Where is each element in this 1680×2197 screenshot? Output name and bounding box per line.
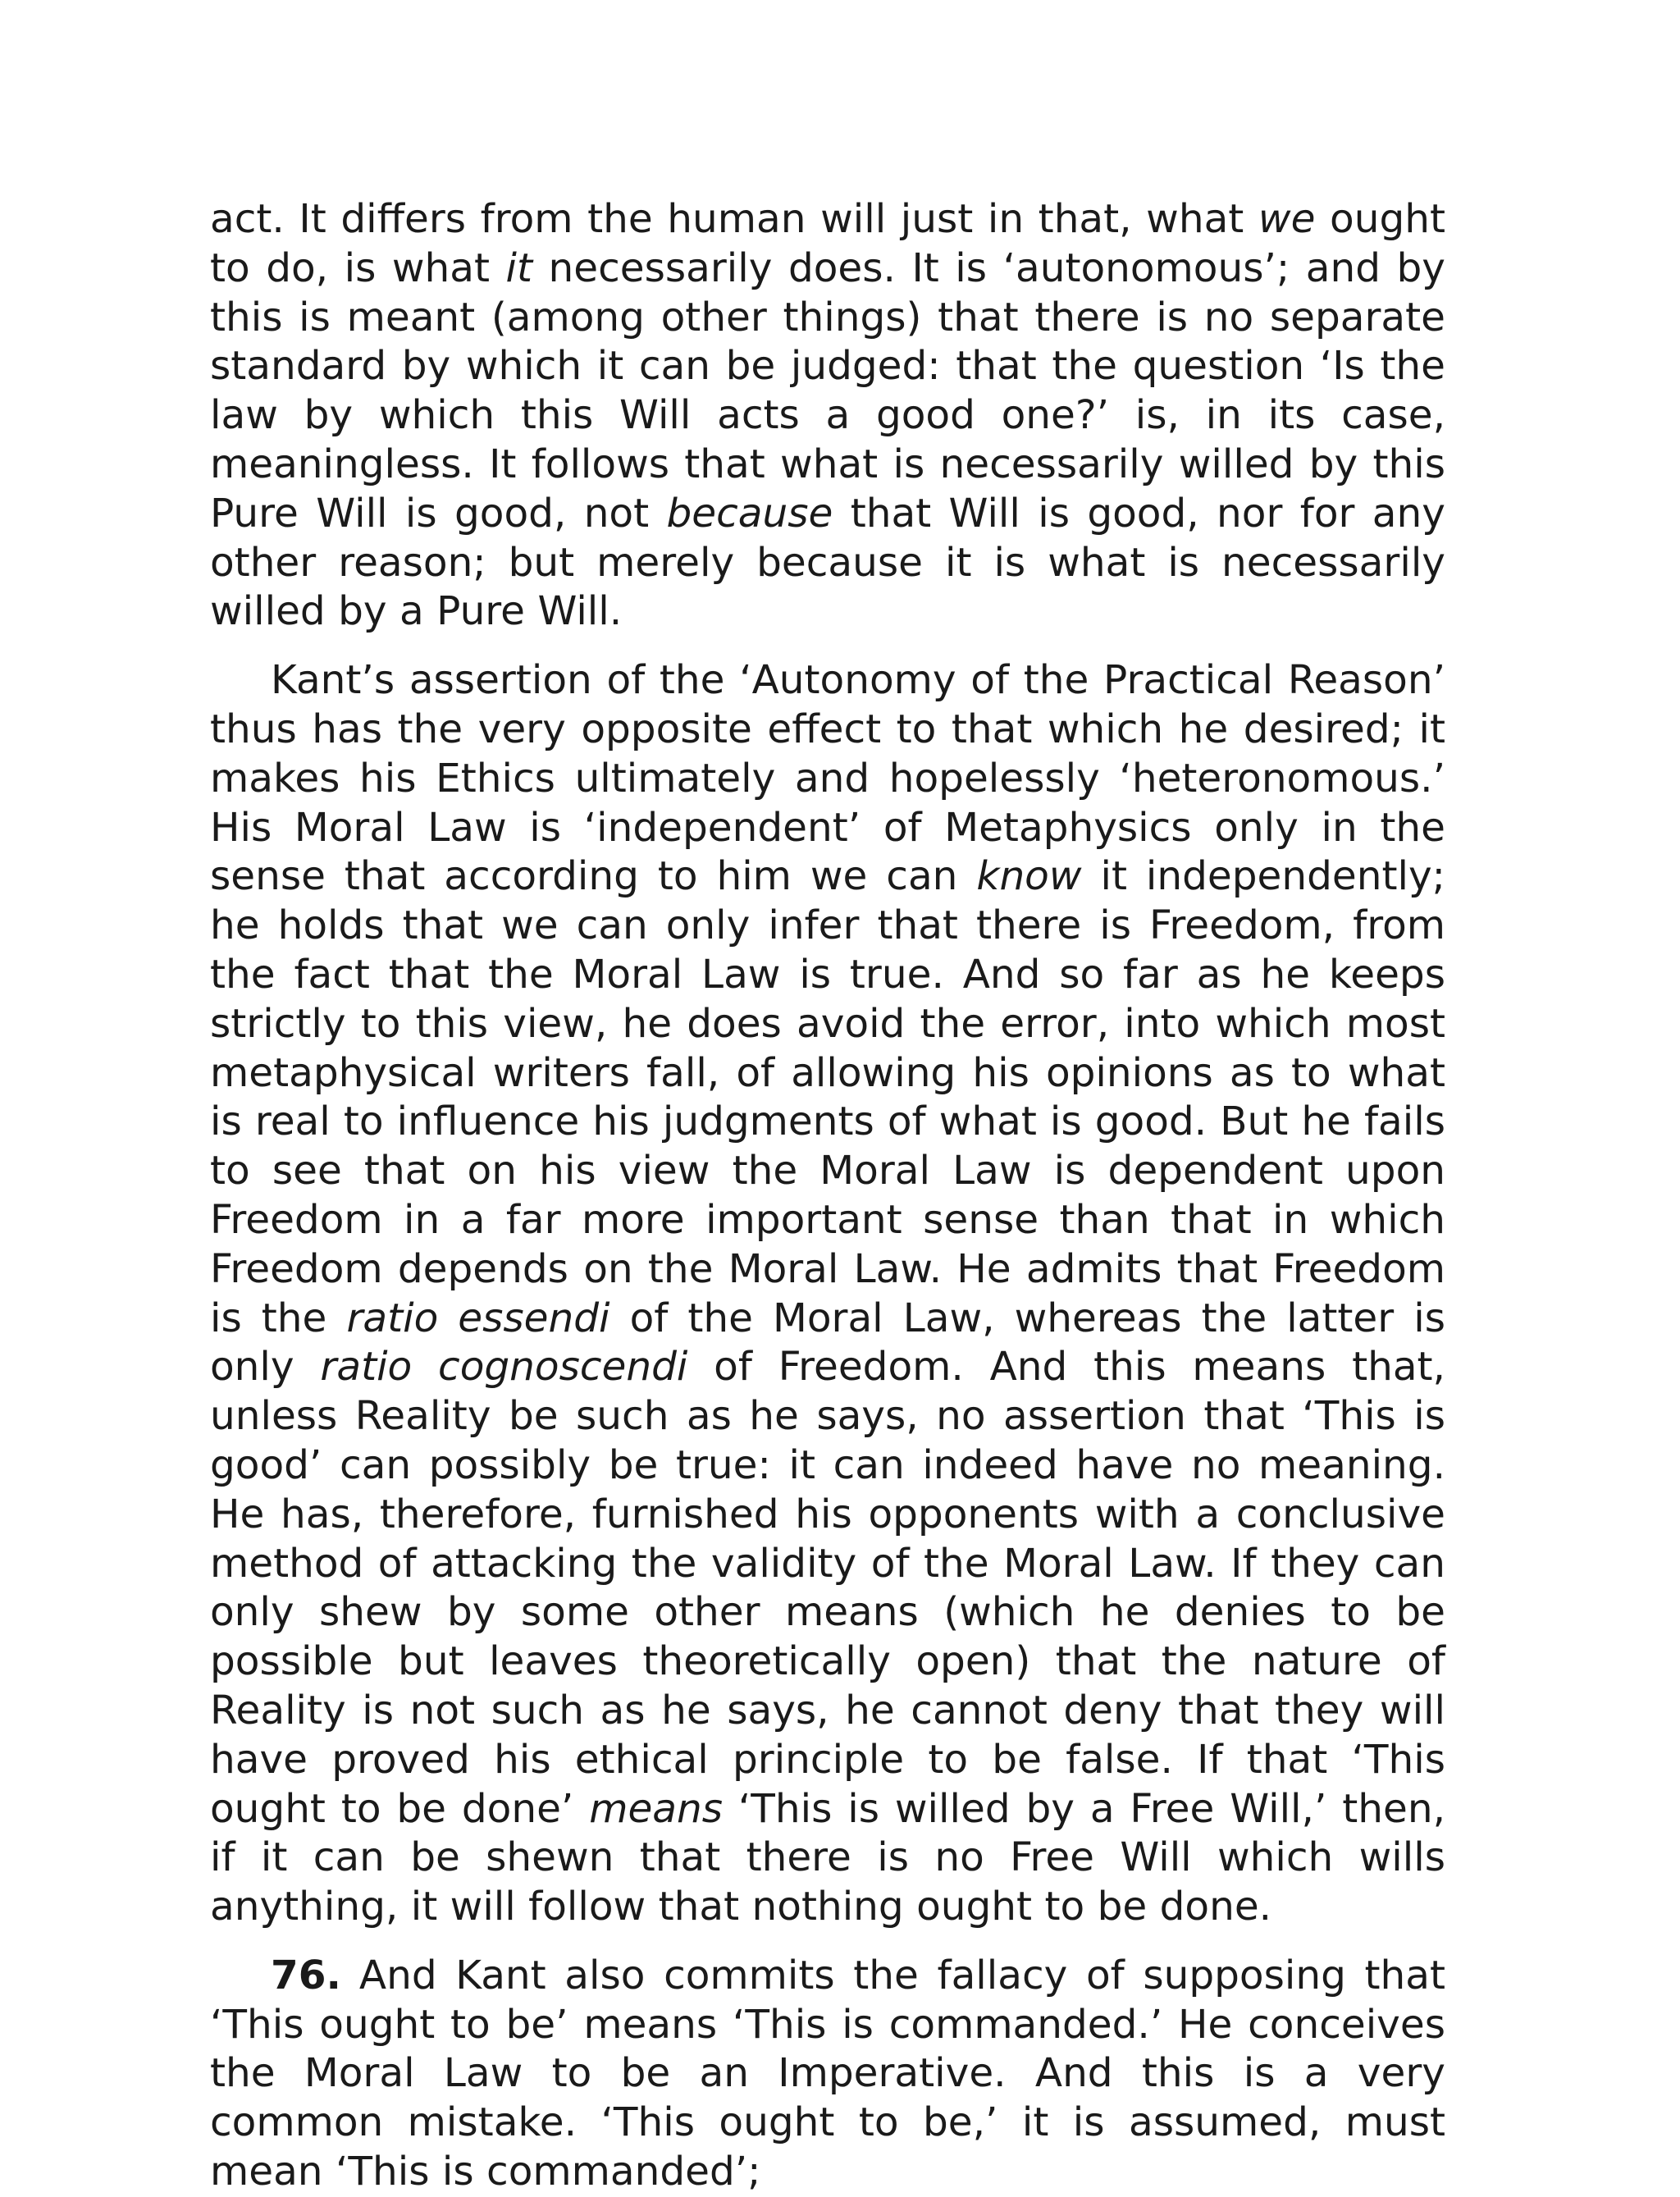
- text-segment: that Will is good, nor for any other reason; but merely because it is what is necessarily willed by a Pure Will.: [210, 490, 1445, 635]
- italic-segment: ratio cognoscendi: [320, 1344, 688, 1391]
- text-segment: And Kant also commits the fallacy of supposing that ‘This ought to be’ means ‘This is commanded.’ He conceives the Moral Law to be an Imperative. And this is a very common mistake. ‘This ought to be,’ it is assumed, must mean ‘This is commanded’;: [210, 1952, 1445, 2195]
- page-body: [210, 195, 1445, 2197]
- italic-segment: means: [589, 1785, 724, 1832]
- italic-segment: because: [666, 490, 833, 537]
- text-segment: of the Moral Law, whereas the latter is only: [210, 1295, 1445, 1391]
- paragraph-2: [210, 656, 1445, 1932]
- text-segment: Kant’s assertion of the ‘Autonomy of the Practical Reason’ thus has the very opposite effect to that which he desired; it makes his Ethics ultimately and hopelessly ‘heteronomous.’ His Moral Law is ‘independent’ of Metaphysics only in the sense that according to him we can: [210, 657, 1445, 900]
- text-segment: necessarily does. It is ‘autonomous’; and by this is meant (among other things) that there is no separate standard by which it can be judged: that the question ‘Is the law by which this Will acts a good one?’ is, in its case, meaningless. It follows that what is necessarily willed by this Pure Will is good, not: [210, 244, 1445, 537]
- text-segment: ‘This is willed by a Free Will,’ then, if it can be shewn that there is no Free Will which wills anything, it will follow that nothing ought to be done.: [210, 1785, 1445, 1930]
- text-segment: it independently; he holds that we can only infer that there is Freedom, from the fact that the Moral Law is true. And so far as he keeps strictly to this view, he does avoid the error, into which most metaphysical writers fall, of allowing his opinions as to what is real to influence his judgments of what is good. But he fails to see that on his view the Moral Law is dependent upon Freedom in a far more important sense than that in which Freedom depends on the Moral Law. He admits that Freedom is the: [210, 853, 1445, 1341]
- text-segment: of Freedom. And this means that, unless Reality be such as he says, no assertion that ‘This is good’ can possibly be true: it can indeed have no meaning. He has, therefore, furnished his opponents with a conclusive method of attacking the validity of the Moral Law. If they can only shew by some other means (which he denies to be possible but leaves theoretically open) that the nature of Reality is not such as he says, he cannot deny that they will have proved his ethical principle to be false. If that ‘This ought to be done’: [210, 1344, 1445, 1832]
- italic-segment: it: [505, 244, 533, 291]
- italic-segment: know: [976, 853, 1082, 900]
- text-segment: ought to do, is what: [210, 196, 1445, 291]
- italic-segment: we: [1258, 196, 1316, 242]
- section-number: 76.: [271, 1952, 341, 1998]
- paragraph-3: [210, 1952, 1445, 2197]
- text-segment: act. It differs from the human will just in that, what: [210, 196, 1258, 242]
- paragraph-1: [210, 195, 1445, 637]
- italic-segment: ratio essendi: [346, 1295, 610, 1341]
